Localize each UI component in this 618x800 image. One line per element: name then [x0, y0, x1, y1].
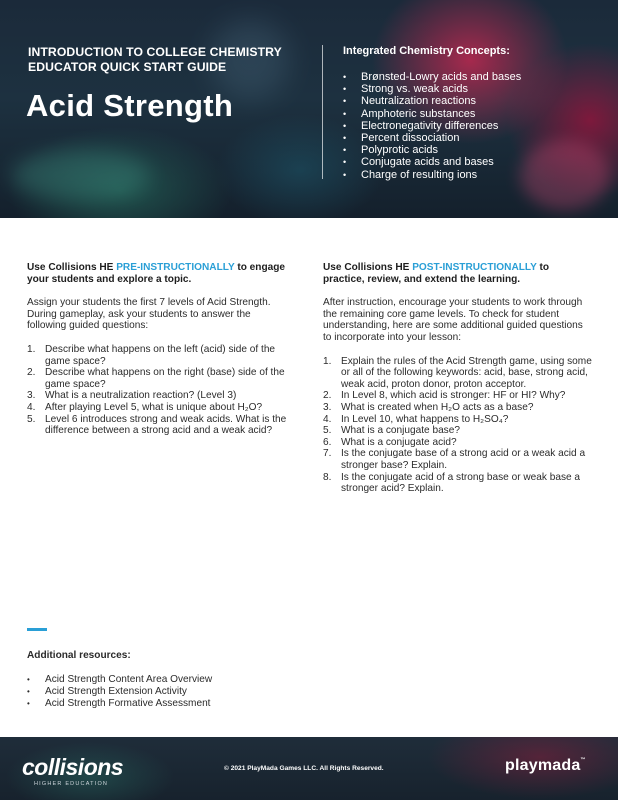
bullet-icon: •: [343, 108, 347, 119]
header-banner: [0, 0, 618, 218]
question-item: [27, 344, 289, 367]
playmada-logo: [505, 757, 586, 775]
concept-item: [343, 95, 613, 107]
question-item: [323, 390, 593, 402]
question-item: [323, 356, 593, 391]
concepts-panel: [343, 45, 613, 181]
bullet-icon: •: [343, 84, 347, 95]
resource-item: [27, 686, 327, 698]
post-instruction-intro: After instruction, encourage your students to work through the remaining core game levels. To check for student understanding, here are some additional guided questions to incorporate into your lesson:: [323, 297, 583, 343]
bullet-icon: •: [27, 675, 30, 684]
bullet-icon: •: [343, 72, 347, 82]
question-text: Level 6 introduces strong and weak acids. What is the difference between a strong acid and a weak acid?: [45, 413, 287, 437]
question-text: Describe what happens on the left (acid) side of the game space?: [45, 343, 276, 367]
post-instruction-questions: [323, 356, 593, 495]
page-title: Acid Strength: [26, 88, 234, 123]
bullet-icon: •: [343, 120, 347, 131]
post-instruction-lead: [323, 262, 593, 285]
question-item: [323, 472, 593, 495]
additional-resources: [27, 650, 327, 710]
concepts-heading: Integrated Chemistry Concepts:: [343, 45, 510, 57]
kicker-line-1: INTRODUCTION TO COLLEGE CHEMISTRY: [28, 45, 282, 59]
question-number: 6.: [323, 436, 332, 448]
bullet-icon: •: [343, 133, 347, 144]
collisions-logo-subtitle: HIGHER EDUCATION: [34, 781, 109, 787]
question-number: 2.: [323, 390, 332, 402]
concept-item: [343, 120, 613, 132]
question-text: What is a conjugate acid?: [341, 436, 457, 448]
question-text: Is the conjugate base of a strong acid or a weak acid a stronger base? Explain.: [341, 448, 586, 471]
question-text: What is a neutralization reaction? (Level 3): [45, 390, 237, 402]
concept-label: Strong vs. weak acids: [361, 83, 468, 96]
question-number: 5.: [323, 425, 332, 437]
concept-item: [343, 71, 613, 83]
lead-text: to practice, review, and extend the learning.: [323, 262, 550, 285]
question-item: [27, 367, 289, 390]
pre-instruction-questions: [27, 344, 289, 437]
concept-label: Charge of resulting ions: [361, 168, 478, 181]
concepts-list: [343, 71, 613, 181]
post-instruction-column: [323, 262, 593, 495]
resource-item: [27, 674, 327, 686]
bullet-icon: •: [343, 145, 347, 156]
lead-highlight: POST-INSTRUCTIONALLY: [412, 262, 537, 273]
question-number: 1.: [27, 343, 36, 355]
accent-bar: [27, 628, 47, 631]
resources-list: [27, 674, 327, 710]
concept-item: [343, 144, 613, 156]
concept-item: [343, 132, 613, 144]
collisions-logo: collisions: [22, 754, 124, 780]
bullet-icon: •: [27, 687, 30, 696]
question-text: Describe what happens on the right (base) side of the game space?: [45, 367, 285, 390]
concept-item: [343, 83, 613, 95]
concept-item: [343, 108, 613, 120]
question-item: [27, 390, 289, 402]
resource-label: Acid Strength Formative Assessment: [45, 698, 211, 709]
concept-label: Brønsted-Lowry acids and bases: [361, 71, 522, 83]
playmada-wordmark: playmada: [505, 757, 581, 774]
question-item: [323, 425, 593, 437]
concept-label: Percent dissociation: [361, 132, 460, 145]
lead-highlight: PRE-INSTRUCTIONALLY: [116, 262, 235, 273]
footer-banner: [0, 737, 618, 800]
copyright-text: © 2021 PlayMada Games LLC. All Rights Reserved.: [224, 765, 384, 772]
pre-instruction-column: [27, 262, 289, 437]
question-item: [323, 414, 593, 426]
concept-item: [343, 156, 613, 168]
concept-label: Polyprotic acids: [361, 144, 439, 157]
concept-label: Neutralization reactions: [361, 95, 476, 108]
question-text: In Level 10, what happens to H₂SO₄?: [341, 413, 509, 425]
question-number: 7.: [323, 448, 332, 460]
question-item: [323, 448, 593, 471]
question-number: 8.: [323, 471, 332, 483]
banner-glow: [10, 150, 150, 200]
concept-item: [343, 169, 613, 181]
lead-text: Use Collisions HE: [323, 262, 413, 273]
question-number: 2.: [27, 367, 36, 379]
question-number: 1.: [323, 355, 332, 367]
bullet-icon: •: [343, 169, 347, 180]
concept-label: Amphoteric substances: [361, 107, 476, 120]
question-text: Explain the rules of the Acid Strength game, using some or all of the following keywords: acid, base, strong acid, weak acid, proton donor, proton acceptor.: [341, 355, 592, 390]
bullet-icon: •: [27, 699, 30, 708]
bullet-icon: •: [343, 157, 347, 168]
question-item: [323, 402, 593, 414]
question-number: 3.: [27, 390, 36, 402]
concept-label: Electronegativity differences: [361, 119, 499, 132]
lead-text: to engage your students and explore a topic.: [27, 262, 286, 285]
question-item: [27, 402, 289, 414]
trademark-symbol: ™: [580, 757, 586, 763]
question-text: In Level 8, which acid is stronger: HF or HI? Why?: [341, 390, 566, 402]
concept-label: Conjugate acids and bases: [361, 156, 494, 169]
resource-item: [27, 698, 327, 710]
header-divider: [322, 45, 323, 179]
question-number: 4.: [27, 401, 36, 413]
bullet-icon: •: [343, 96, 347, 107]
header-kicker: [28, 45, 308, 75]
question-item: [27, 414, 289, 437]
resources-title: Additional resources:: [27, 650, 131, 661]
question-text: What is created when H₂O acts as a base?: [341, 401, 534, 413]
pre-instruction-intro: Assign your students the first 7 levels of Acid Strength. During gameplay, ask your students to answer the following guided questions:: [27, 297, 271, 332]
pre-instruction-lead: [27, 262, 289, 285]
question-text: What is a conjugate base?: [341, 425, 460, 437]
question-text: After playing Level 5, what is unique about H₂O?: [45, 401, 263, 413]
resource-label: Acid Strength Content Area Overview: [45, 674, 213, 685]
kicker-line-2: EDUCATOR QUICK START GUIDE: [28, 60, 227, 74]
question-number: 4.: [323, 413, 332, 425]
question-text: Is the conjugate acid of a strong base or weak base a stronger acid? Explain.: [341, 471, 581, 495]
resource-label: Acid Strength Extension Activity: [45, 686, 187, 697]
question-number: 3.: [323, 401, 332, 413]
question-number: 5.: [27, 413, 36, 425]
lead-text: Use Collisions HE: [27, 262, 117, 273]
question-item: [323, 437, 593, 449]
